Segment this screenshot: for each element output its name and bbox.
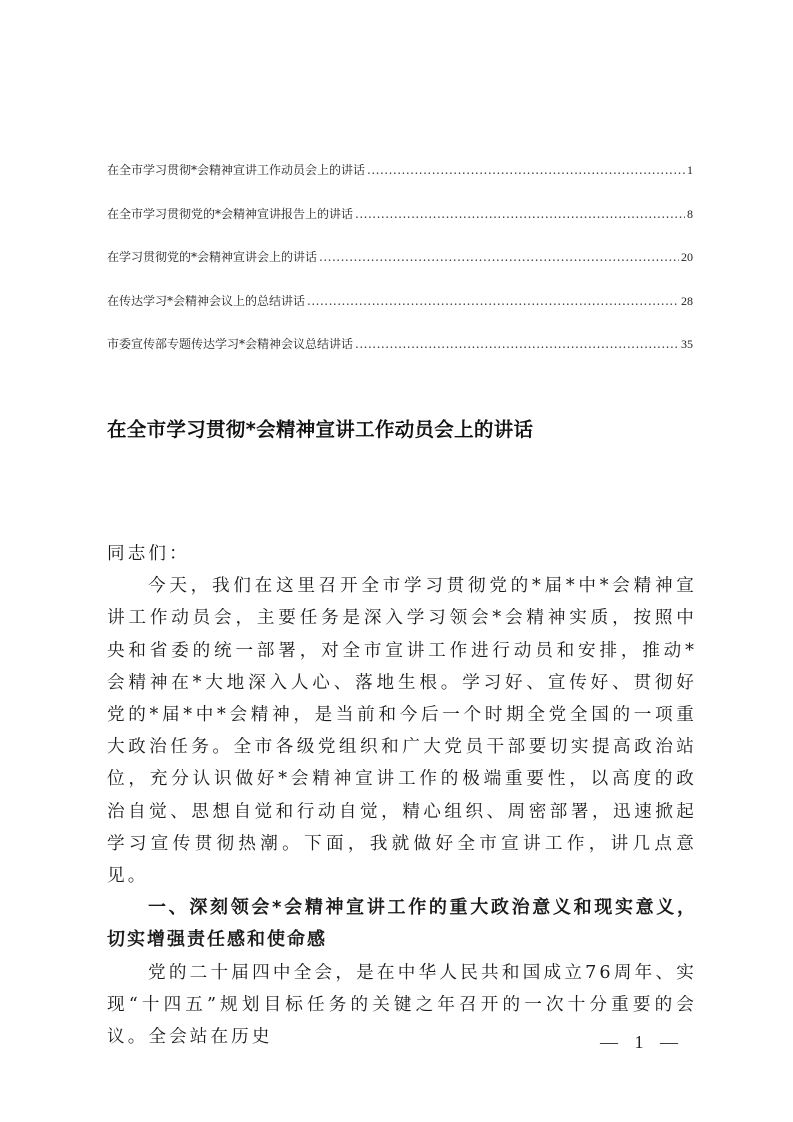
toc-entry-title: 市委宣传部专题传达学习*会精神会议总结讲话 [107,337,354,351]
toc-entry[interactable] [107,335,693,379]
salutation: 同志们： [107,544,190,564]
paragraph: 党的二十届四中全会，是在中华人民共和国成立76周年、实现“十四五”规划目标任务的关键之年召开的一次十分重要的会议。全会站在历史 [107,962,697,1048]
toc-entry[interactable] [107,205,693,249]
document-body [107,538,697,1053]
toc-entry-title: 在全市学习贯彻党的*会精神宣讲报告上的讲话 [107,206,354,221]
toc-leader-dots [355,207,685,221]
toc-leader-dots [355,337,679,351]
toc-entry-title: 在传达学习*会精神会议上的总结讲话 [107,293,306,308]
toc-entry[interactable] [107,161,693,205]
toc-entry-page: 28 [681,293,693,308]
toc-entry-page: 1 [687,163,693,177]
document-title: 在全市学习贯彻*会精神宣讲工作动员会上的讲话 [107,418,534,441]
toc-entry-title: 在全市学习贯彻*会精神宣讲工作动员会上的讲话 [107,163,366,177]
toc-entry-page: 20 [681,250,693,264]
page-number: — 1 — [600,1032,684,1052]
section-heading: 一、深刻领会*会精神宣讲工作的重大政治意义和现实意义，切实增强责任感和使命感 [107,897,697,951]
toc-entry-page: 35 [681,337,693,351]
paragraph: 今天，我们在这里召开全市学习贯彻党的*届*中*会精神宣讲工作动员会，主要任务是深入学习领会*会精神实质，按照中央和省委的统一部署，对全市宣讲工作进行动员和安排，推动*会精神在*大地深入人心、落地生根。学习好、宣传好、贯彻好党的*届*中*会精神，是当前和今后一个时期全党全国的一项重大政治任务。全市各级党组织和广大党员干部要切实提高政治站位，充分认识做好*会精神宣讲工作的极端重要性，以高度的政治自觉、思想自觉和行动自觉，精心组织、周密部署，迅速掀起学习宣传贯彻热潮。下面，我就做好全市宣讲工作，讲几点意见。 [107,576,697,887]
table-of-contents [107,161,693,379]
toc-entry[interactable] [107,248,693,292]
toc-entry[interactable] [107,292,693,336]
toc-entry-title: 在学习贯彻党的*会精神宣讲会上的讲话 [107,250,318,264]
toc-leader-dots [367,163,685,177]
toc-leader-dots [307,294,679,308]
toc-leader-dots [319,250,679,264]
toc-entry-page: 8 [687,206,693,221]
